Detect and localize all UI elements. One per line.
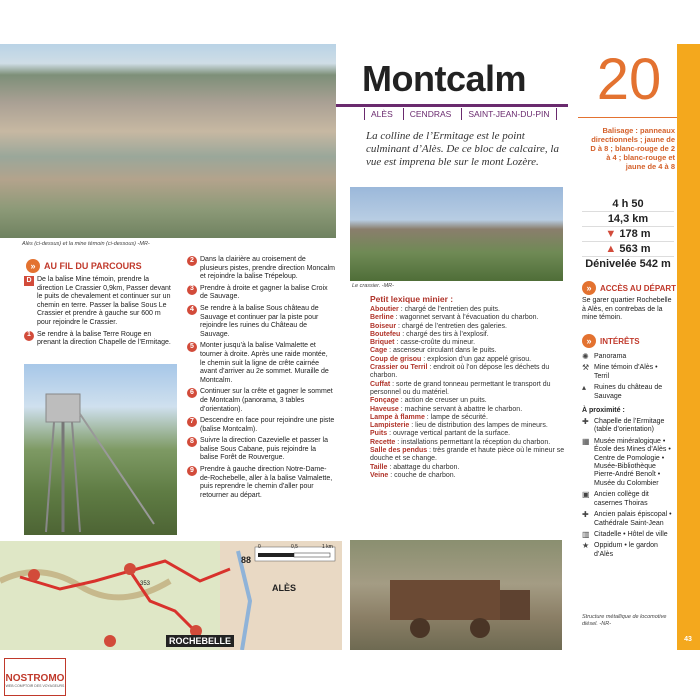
step-8: 8 Suivre la direction Cazevielle et passer la balise Sous Cabane, puis rejoindre la balise Forêt de Rouvergue. xyxy=(187,437,335,463)
building-icon: ▣ xyxy=(582,490,590,500)
commune-saint-jean: SAINT-JEAN-DU-PIN xyxy=(461,108,556,120)
church-icon: ✚ xyxy=(582,510,589,520)
lexique-entry: Crassier ou Terril : endroit où l’on dépose les déchets du charbon. xyxy=(370,364,550,380)
interets-list xyxy=(582,353,674,562)
acces-text: Se garer quartier Rochebelle à Alès, en contrebas de la mine témoin. xyxy=(582,297,672,322)
distance: 14,3 km xyxy=(582,212,674,227)
interets-icon: » xyxy=(582,334,596,348)
map-scale-1: 0,5 xyxy=(291,544,298,550)
ales-panorama-photo xyxy=(0,44,336,238)
interet-item: ✺ Panorama xyxy=(582,352,627,361)
step-6: 6 Continuer sur la crête et gagner le sommet de Montcalm (panorama, 3 tables d’orientation). xyxy=(187,388,335,414)
parcours-icon: » xyxy=(26,259,40,273)
lexique-entry: Aboutier : chargé de l’entretien des puits. xyxy=(370,306,500,313)
lexique-entry: Boutefeu : chargé des tirs à l’explosif. xyxy=(370,330,489,338)
step-3: 3 Prendre à droite et gagner la balise Croix de Sauvage. xyxy=(187,285,335,302)
intro-text: La colline de l’Ermitage est le point culminant d’Alès. De ce bloc de calcaire, la vue est imprena ble sur le mont Lozère. xyxy=(366,130,559,168)
step-2: 2 Dans la clairière au croisement de plusieurs pistes, prendre direction Moncalm et rejoindre la balise Trépeloup. xyxy=(187,256,335,282)
lexique-entry: Briquet : casse-croûte du mineur. xyxy=(370,339,476,347)
lexique-entry: Puits : ouvrage vertical partant de la surface. xyxy=(370,430,511,438)
parcours-right xyxy=(187,256,335,503)
map-scale-2: 1 km xyxy=(322,544,333,550)
lexique-entry: Salle des pendus : très grande et haute pièce où le mineur se douche et se change. xyxy=(370,447,565,463)
route-map xyxy=(0,541,342,650)
sun-icon: ✺ xyxy=(582,352,589,361)
proximite-item: ▦ Musée minéralogique • École des Mines d’Alès • Centre de Pomologie • Musée-Bibliothèque Pierre-André Benoît • Musée du Colombier xyxy=(582,436,671,487)
lexique-box xyxy=(370,294,566,480)
lexique-entry: Coup de grisou : explosion d’un gaz appelé grisou. xyxy=(370,355,532,363)
museum-icon: ▦ xyxy=(582,436,590,446)
map-alt-353: 353 xyxy=(140,581,151,587)
lexique-entry: Cage : ascenseur circulant dans le puits. xyxy=(370,347,497,355)
duration: 4 h 50 xyxy=(582,197,674,212)
crassier-photo xyxy=(350,187,563,281)
proximite-item: ▥ Citadelle • Hôtel de ville xyxy=(582,529,668,539)
altitude-low: ▼ 178 m xyxy=(582,227,674,242)
interets-heading: » INTÉRÊTS xyxy=(582,334,640,348)
loco-caption: Structure métallique de locomotive diésel. -NR- xyxy=(582,614,667,627)
lexique-entry: Cuffat : sorte de grand tonneau permettant le transport du personnel ou du matériel. xyxy=(370,380,551,396)
proximite-item: ✚ Chapelle de l’Ermitage (table d’orientation) xyxy=(582,417,665,434)
map-alt-88: 88 xyxy=(241,555,252,565)
commune-cendras: CENDRAS xyxy=(403,108,458,120)
denivele: Dénivelée 542 m xyxy=(585,258,671,270)
parcours-heading: » AU FIL DU PARCOURS xyxy=(26,259,142,273)
proximite-item: ✚ Ancien palais épiscopal • Cathédrale Saint-Jean xyxy=(582,510,672,527)
lexique-entry: Taille : abattage du charbon. xyxy=(370,463,460,471)
route-number: 20 xyxy=(596,47,662,112)
acces-icon: » xyxy=(582,281,596,295)
mine-tower-photo xyxy=(24,364,177,535)
map-scale-0: 0 xyxy=(258,544,261,550)
step-9: 9 Prendre à gauche direction Notre-Dame-de-Rochebelle, aller à la balise Valmalette, puis reprendre le chemin d’aller pour retourner au départ. xyxy=(187,466,335,500)
lexique-title: Petit lexique minier : xyxy=(370,294,454,304)
locomotive-photo xyxy=(350,540,562,650)
altitude-high: ▲ 563 m xyxy=(582,242,674,257)
lexique-entry: Lampe à flamme : lampe de sécurité. xyxy=(370,413,488,421)
lexique-entries xyxy=(370,306,566,480)
page-number: 43 xyxy=(684,636,692,643)
oppidum-icon: ★ xyxy=(582,541,590,551)
map-place-label: ROCHEBELLE xyxy=(166,635,234,647)
lexique-entry: Lampisterie : lieu de distribution des lampes de mineurs. xyxy=(370,422,548,430)
logo-tagline: WEB COMPTOIR DES VOYAGEURS xyxy=(5,684,65,688)
proximite-label: À proximité : xyxy=(582,407,625,415)
mine-icon: ⚒ xyxy=(582,363,590,373)
page-title: Montcalm xyxy=(362,58,527,99)
proximite-item: ★ Oppidum • le gardon d’Alès xyxy=(582,541,658,558)
citadel-icon: ▥ xyxy=(582,529,590,539)
commune-ales: ALÈS xyxy=(364,108,399,120)
proximite-item: ▣ Ancien collège dit casernes Thoiras xyxy=(582,490,649,507)
step-d: D De la balise Mine témoin, prendre la direction Le Crassier 0,9km, Passer devant le puits de chevalement et continuer sur un chemin en terre. Passer la balise Sous Le Crassier et prendre à gauche sur 600 m pour rejoindre le Crassier. xyxy=(24,276,176,328)
step-1: 1 Se rendre à la balise Terre Rouge en prenant la direction Chapelle de l’Ermitage. xyxy=(24,331,176,348)
number-rule xyxy=(578,117,677,118)
top-photo-caption: Alès (ci-dessus) et la mine témoin (ci-dessous) -MR- xyxy=(22,241,150,247)
lexique-entry: Boiseur : chargé de l’entretien des galeries. xyxy=(370,322,507,330)
lexique-entry: Haveuse : machine servant à abattre le charbon. xyxy=(370,405,523,413)
lexique-entry: Recette : installations permettant la réception du charbon. xyxy=(370,438,551,446)
side-strip xyxy=(677,44,700,650)
balisage-text: Balisage : panneaux directionnels ; jaune de D à 8 ; blanc-rouge de 2 à 4 ; blanc-rouge et jaune de 4 à 8 xyxy=(590,126,675,171)
crassier-caption: Le crassier. -MR- xyxy=(352,283,394,289)
interet-item: ▴ Ruines du château de Sauvage xyxy=(582,383,663,400)
stats-block xyxy=(582,197,674,271)
map-town-label: ALÈS xyxy=(272,583,297,593)
map-graphic xyxy=(0,541,342,650)
ruins-icon: ▴ xyxy=(582,383,587,393)
nostromo-logo xyxy=(4,658,66,696)
logo-name: NOSTROMO xyxy=(5,673,65,684)
step-7: 7 Descendre en face pour rejoindre une piste (balise Montcalm). xyxy=(187,417,335,434)
locomotive-illustration xyxy=(350,540,562,650)
lexique-entry: Fonçage : action de creuser un puits. xyxy=(370,397,487,405)
lexique-entry: Veine : couche de charbon. xyxy=(370,471,456,479)
chapel-icon: ✚ xyxy=(582,417,589,427)
parcours-left xyxy=(24,276,176,351)
step-4: 4 Se rendre à la balise Sous château de Sauvage et continuer par la piste pour rejoindre les ruines du Château de Sauvage. xyxy=(187,305,335,339)
interet-item: ⚒ Mine témoin d’Alès • Terril xyxy=(582,363,658,380)
acces-heading: » ACCÈS AU DÉPART xyxy=(582,281,676,295)
headframe-illustration xyxy=(24,364,177,535)
title-rule xyxy=(336,104,568,107)
communes-bar xyxy=(364,108,557,120)
lexique-entry: Berline : wagonnet servant à l’évacuation du charbon. xyxy=(370,314,539,322)
step-5: 5 Monter jusqu’à la balise Valmalette et tourner à droite. Après une raide montée, le chemin suit la ligne de crête cairnée avant d’arriver au 2e sommet. Muraille de Montcalm. xyxy=(187,342,335,385)
